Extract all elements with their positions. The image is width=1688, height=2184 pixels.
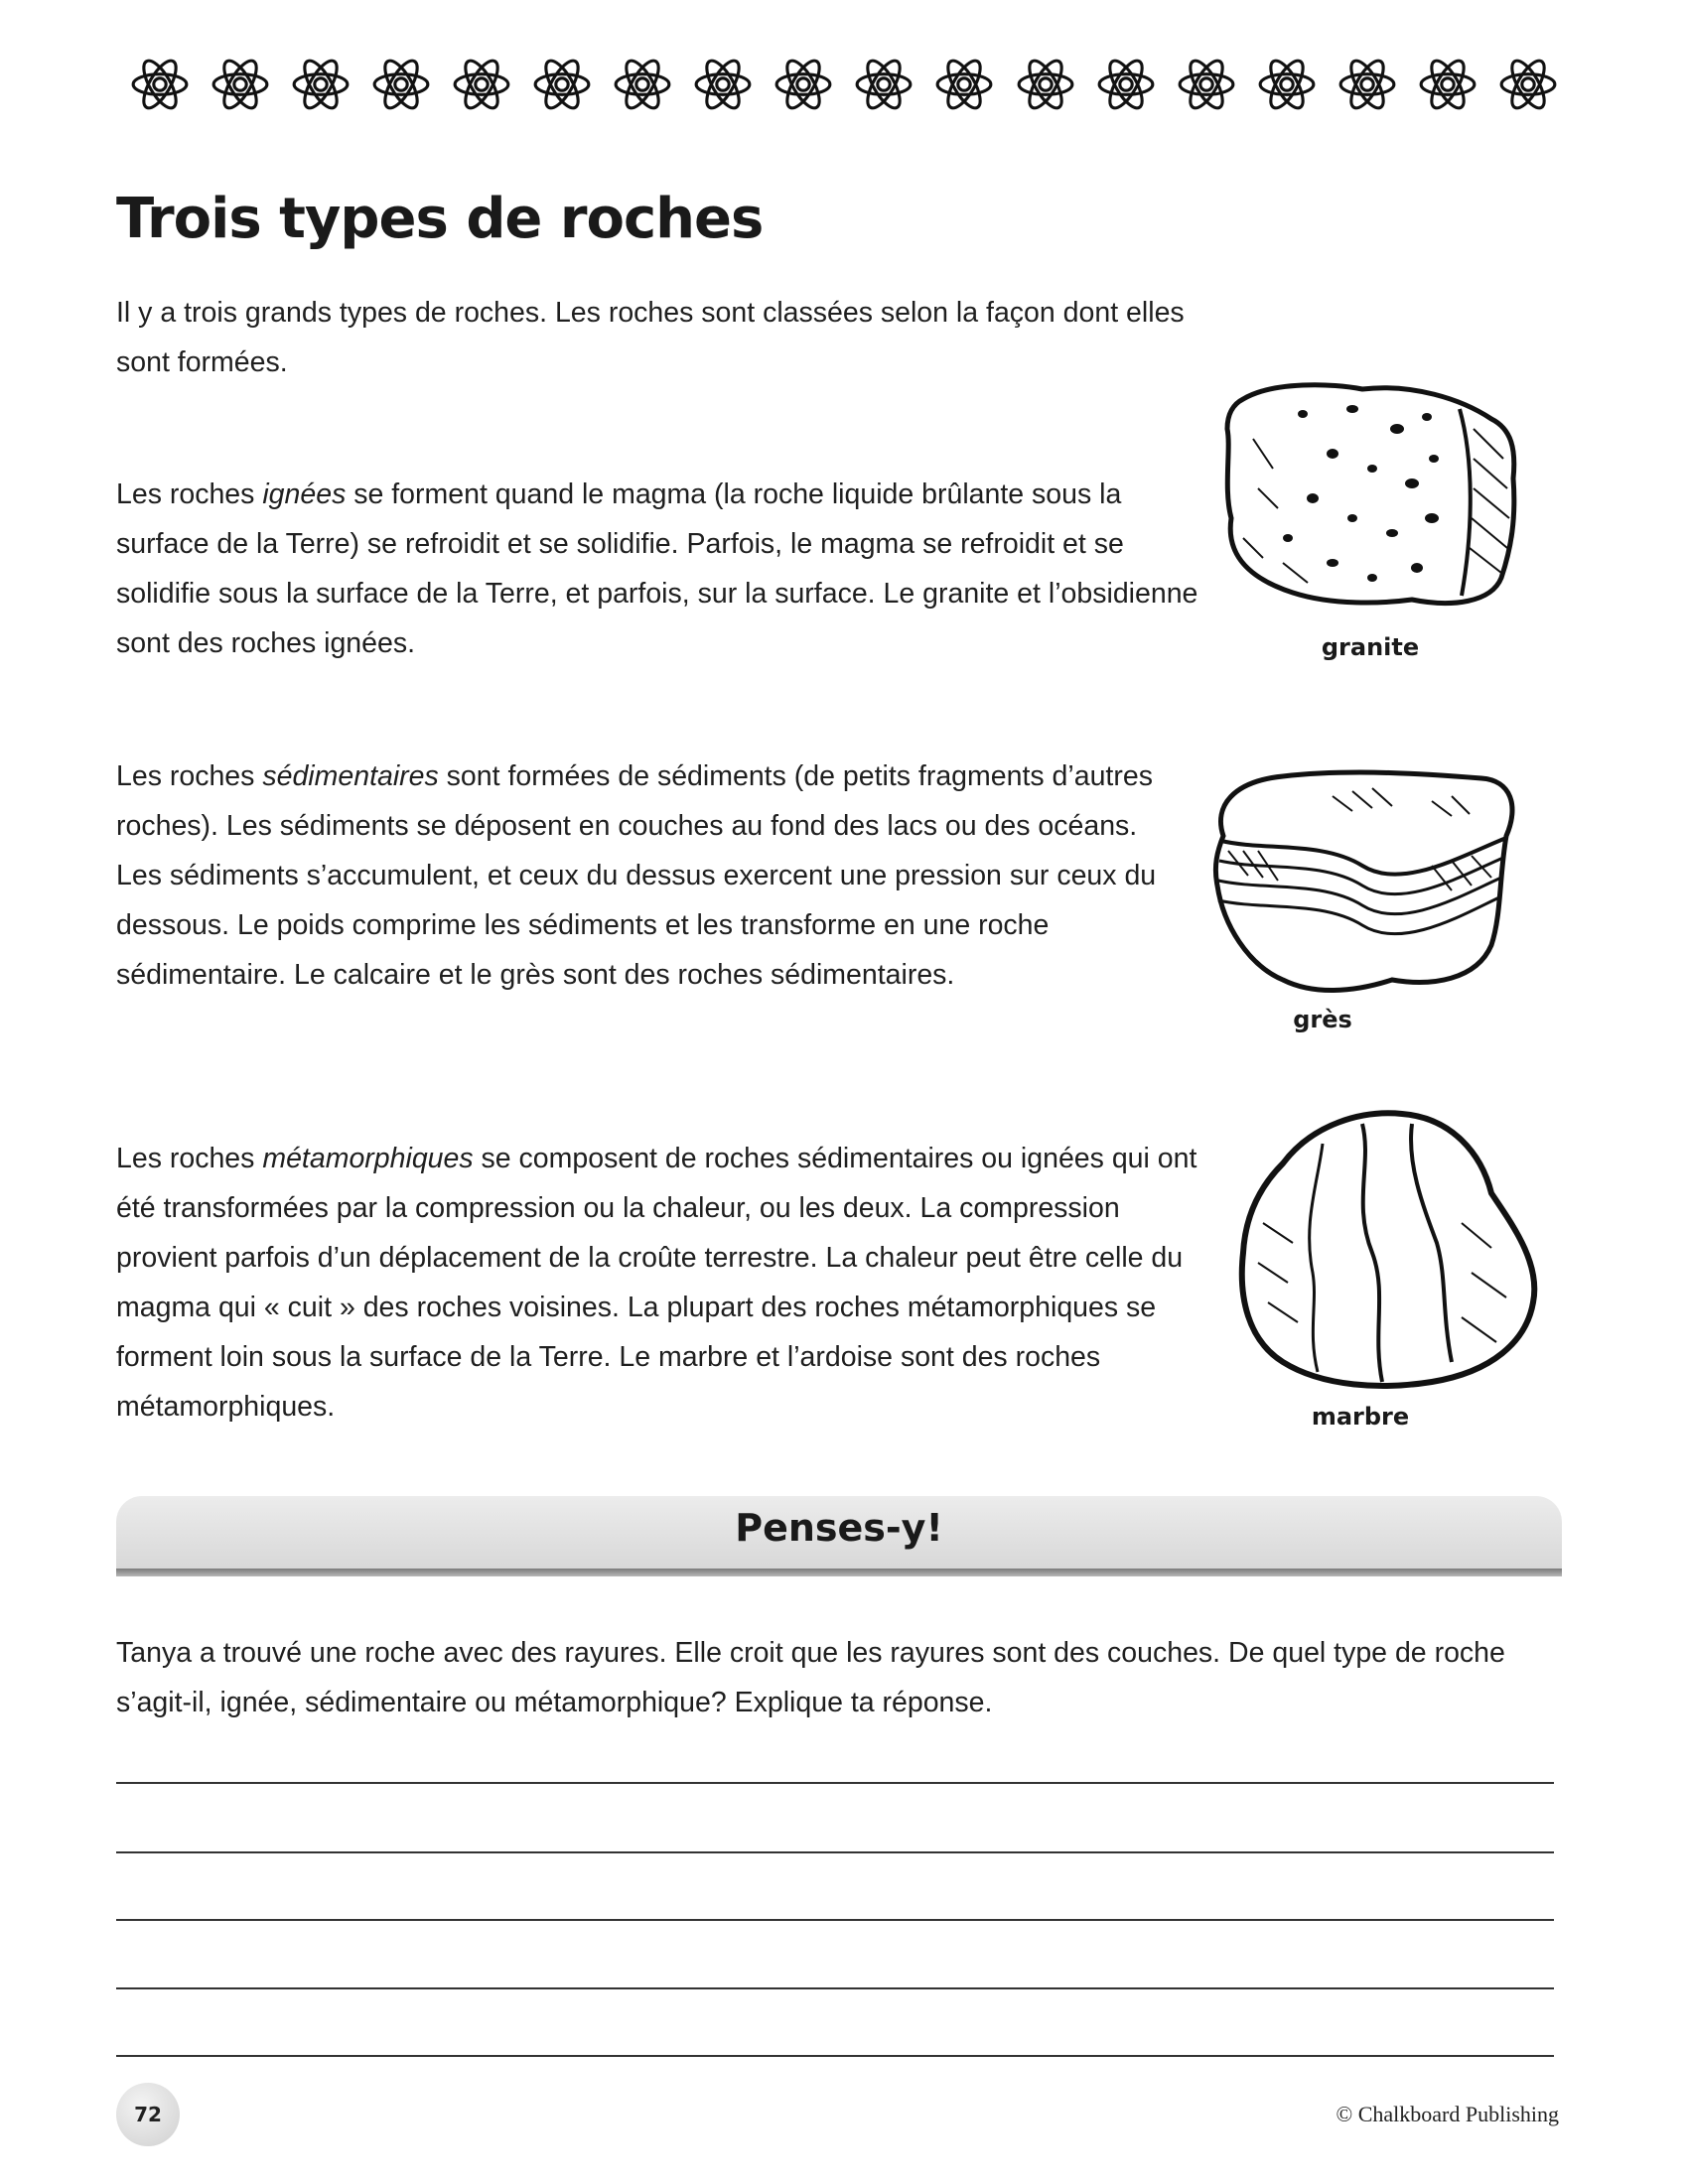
atom-icon	[1015, 54, 1076, 115]
atom-icon	[692, 54, 754, 115]
atom-border	[129, 50, 1559, 119]
igneous-term: ignées	[262, 478, 347, 510]
atom-icon	[290, 54, 352, 115]
granite-illustration	[1213, 369, 1541, 617]
granite-label: granite	[1321, 633, 1420, 661]
atom-icon	[531, 54, 593, 115]
sedimentary-term: sédimentaires	[262, 760, 439, 792]
atom-icon	[129, 54, 191, 115]
banner-underline	[116, 1569, 1562, 1576]
answer-line[interactable]	[116, 1851, 1554, 1853]
penses-y-title: Penses-y!	[735, 1506, 943, 1550]
sedimentary-prefix: Les roches	[116, 760, 263, 792]
penses-y-question: Tanya a trouvé une roche avec des rayures. Elle croit que les rayures sont des couches. De quel type de roche s’agit-il, ignée, sédimentaire ou métamorphique? Explique ta réponse.	[116, 1637, 1505, 1718]
atom-icon	[210, 54, 271, 115]
copyright-notice: © Chalkboard Publishing	[1336, 2102, 1559, 2126]
sedimentary-paragraph	[116, 751, 1189, 1000]
marbre-label: marbre	[1311, 1403, 1410, 1431]
atom-icon	[1417, 54, 1478, 115]
atom-icon	[1176, 54, 1237, 115]
metamorphic-paragraph	[116, 1134, 1218, 1432]
igneous-text: se forment quand le magma (la roche liquide brûlante sous la surface de la Terre) se refroidit et se solidifie. Parfois, le magma se refroidit et se solidifie sous la surface de la Terre, et parfois, sur la surface. Le granite et l’obsidienne sont des roches ignées.	[116, 478, 1198, 659]
atom-icon	[1256, 54, 1318, 115]
atom-icon	[933, 54, 995, 115]
gres-illustration	[1203, 756, 1531, 1005]
answer-line[interactable]	[116, 1782, 1554, 1784]
atom-icon	[1336, 54, 1398, 115]
intro-paragraph: Il y a trois grands types de roches. Les roches sont classées selon la façon dont elles sont formées.	[116, 297, 1185, 378]
marbre-illustration	[1223, 1104, 1551, 1392]
page-title: Trois types de roches	[116, 187, 764, 251]
page-number: 72	[116, 2083, 180, 2146]
sedimentary-text: sont formées de sédiments (de petits fragments d’autres roches). Les sédiments se déposent en couches au fond des lacs ou des océans. Les sédiments s’accumulent, et ceux du dessus exercent une pression sur ceux du dessous. Le poids comprime les sédiments et les transforme en une roche sédimentaire. Le calcaire et le grès sont des roches sédimentaires.	[116, 760, 1157, 991]
atom-icon	[1095, 54, 1157, 115]
atom-icon	[370, 54, 432, 115]
igneous-prefix: Les roches	[116, 478, 263, 510]
igneous-paragraph	[116, 470, 1208, 668]
metamorphic-prefix: Les roches	[116, 1143, 263, 1174]
answer-line[interactable]	[116, 1919, 1554, 1921]
atom-icon	[612, 54, 673, 115]
answer-line[interactable]	[116, 1987, 1554, 1989]
atom-icon	[773, 54, 834, 115]
atom-icon	[853, 54, 914, 115]
gres-label: grès	[1293, 1006, 1352, 1033]
metamorphic-term: métamorphiques	[262, 1143, 474, 1174]
metamorphic-text: se composent de roches sédimentaires ou ignées qui ont été transformées par la compression ou la chaleur, ou les deux. La compression provient parfois d’un déplacement de la croûte terrestre. La chaleur peut être celle du magma qui « cuit » des roches voisines. La plupart des roches métamorphiques se forment loin sous la surface de la Terre. Le marbre et l’ardoise sont des roches métamorphiques.	[116, 1143, 1197, 1423]
answer-line[interactable]	[116, 2055, 1554, 2057]
atom-icon	[1497, 54, 1559, 115]
atom-icon	[451, 54, 512, 115]
